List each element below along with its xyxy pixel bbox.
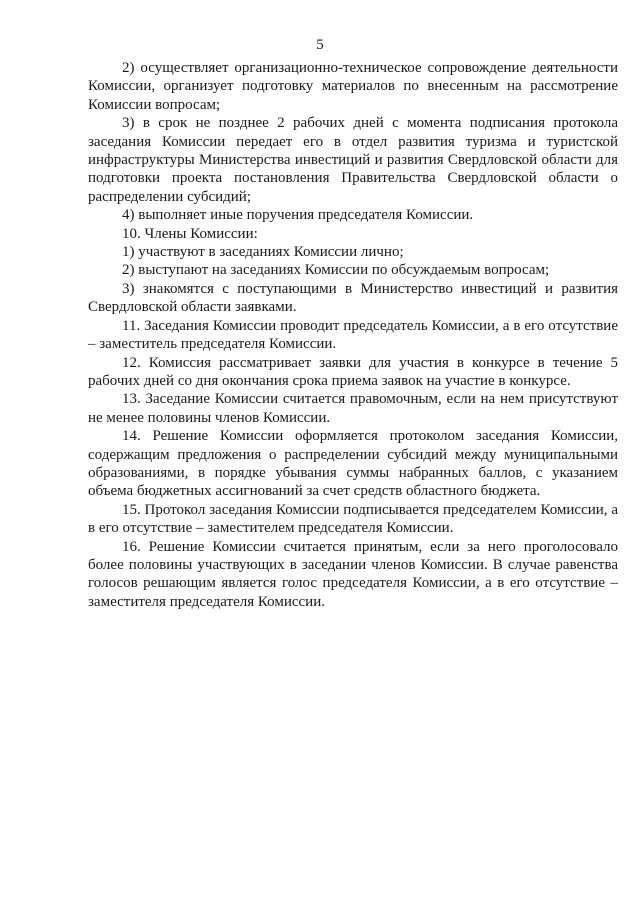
paragraph-16: 16. Решение Комиссии считается принятым, если за него проголосовало более половины участвующих в заседании членов Комиссии. В случае равенства голосов решающим является голос председателя Комиссии, а в его отсутствие – заместителя председателя Комиссии. [88,538,618,610]
paragraph-members-item-1: 1) участвуют в заседаниях Комиссии лично; [122,244,404,261]
paragraph-13: 13. Заседание Комиссии считается правомочным, если на нем присутствуют не менее половины членов Комиссии. [88,391,618,426]
paragraph-members-item-2: 2) выступают на заседаниях Комиссии по обсуждаемым вопросам; [122,262,550,279]
paragraph-15: 15. Протокол заседания Комиссии подписывается председателем Комиссии, а в его отсутствие – заместителем председателя Комиссии. [88,501,618,537]
document-body [88,59,618,611]
page-number: 5 [316,37,324,53]
paragraph-10-members-heading: 10. Члены Комиссии: [122,225,258,242]
paragraph-members-item-3: 3) знакомятся с поступающими в Министерство инвестиций и развития Свердловской области заявками. [88,280,618,316]
paragraph-12: 12. Комиссия рассматривает заявки для участия в конкурсе в течение 5 рабочих дней со дня окончания срока приема заявок на участие в конкурсе. [88,354,618,389]
paragraph-3-secretary-duty: 3) в срок не позднее 2 рабочих дней с момента подписания протокола заседания Комиссии передает его в отдел развития туризма и туристской инфраструктуры Министерства инвестиций и развития Свердловской области для подготовки проекта постановления Правительства Свердловской области о распределении субсидий; [88,115,618,205]
paragraph-2-secretary-duty: 2) осуществляет организационно-техническое сопровождение деятельности Комиссии, организует подготовку материалов по внесенным на рассмотрение Комиссии вопросам; [88,60,618,113]
paragraph-11: 11. Заседания Комиссии проводит председатель Комиссии, а в его отсутствие – заместитель председателя Комиссии. [88,317,618,353]
paragraph-14: 14. Решение Комиссии оформляется протоколом заседания Комиссии, содержащим предложения о распределении субсидий между муниципальными образованиями, в порядке убывания суммы набранных баллов, с указанием объема бюджетных ассигнований за счет средств областного бюджета. [88,428,618,500]
paragraph-4-secretary-duty: 4) выполняет иные поручения председателя Комиссии. [122,207,474,224]
